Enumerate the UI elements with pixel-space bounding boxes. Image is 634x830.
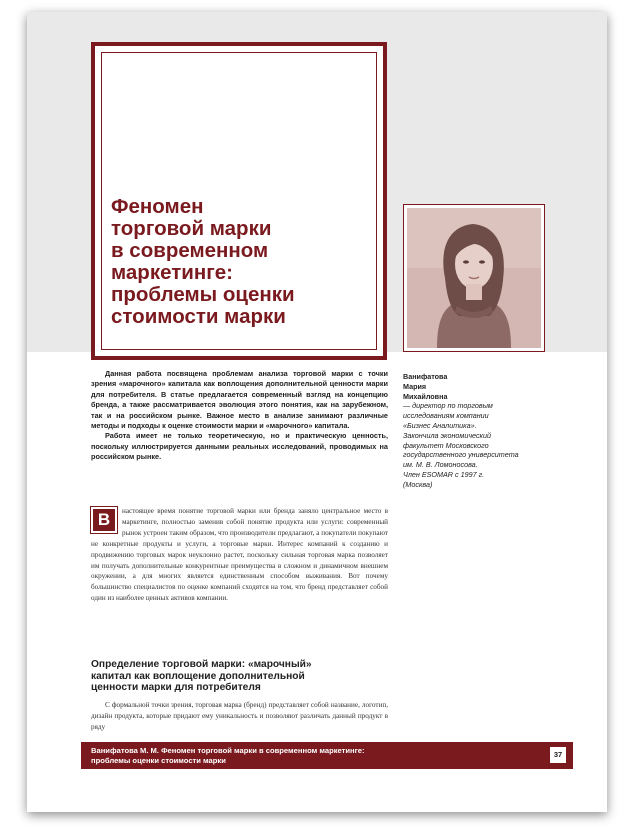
author-photo (407, 208, 541, 348)
intro-paragraph (91, 506, 388, 604)
section-heading (91, 659, 391, 694)
portrait-image (407, 208, 541, 348)
abstract-paragraph: Работа имеет не только теоретическую, но и практическую ценность, поскольку иллюстрируется данными реальных исследований, проводимых на российском рынке. (91, 431, 388, 462)
footer-citation-line: проблемы оценки стоимости марки (91, 756, 226, 765)
journal-page (27, 12, 607, 812)
title-line: в современном (111, 239, 269, 262)
footer-bar (81, 742, 573, 769)
author-bio (403, 401, 553, 489)
author-name (403, 372, 553, 401)
abstract-paragraph: Данная работа посвящена проблемам анализа торговой марки с точки зрения «марочного» капитала как воплощения дополнительной ценности марки для потребителя. В статье предлагается современный взгляд на концепцию бренда, а также рассматривается эволюция этого понятия, как на зарубежном, так и на российском рынке. Важное место в анализе занимают различные методы и подходы к оценке стоимости марки и «марочного» капитала. (91, 369, 388, 431)
section-body (91, 700, 388, 733)
article-title (111, 196, 361, 328)
author-name-line: Мария (403, 381, 427, 391)
intro-body (91, 506, 388, 604)
section-heading-line: ценности марки для потребителя (91, 682, 261, 693)
author-name-line: Ванифатова (403, 372, 448, 381)
article-abstract (91, 369, 388, 463)
author-info (403, 372, 553, 490)
section-heading-line: Определение торговой марки: «марочный» (91, 659, 312, 670)
page-number: 37 (549, 746, 567, 764)
title-line: маркетинге: (111, 261, 233, 284)
title-line: стоимости марки (111, 305, 286, 328)
author-bio-line: — директор по торговым (403, 401, 493, 411)
author-name-line: Михайловна (403, 391, 448, 401)
author-photo-frame (403, 204, 545, 352)
author-bio-line: «Бизнес Аналитика». (403, 420, 477, 430)
section-heading-line: капитал как воплощение дополнительной (91, 670, 305, 682)
author-bio-line: факультет Московского (403, 440, 489, 450)
title-line: проблемы оценки (111, 283, 295, 306)
author-bio-line: исследованиям компании (403, 411, 489, 421)
title-line: Феномен (111, 195, 204, 218)
author-bio-line: государственного университета (403, 450, 519, 460)
author-bio-line: (Москва) (403, 479, 433, 489)
title-frame (91, 42, 387, 360)
intro-text: настоящее время понятие торговой марки или бренда заняло центральное место в маркетинге, полностью заменив собой понятие продукта или услуги: современный рынок устроен таким образом, что производители предлагают, а покупатели покупают не конкретные продукты и услуги, а торговые марки. Интерес компаний к созданию и продвижению торговых марок неуклонно растет, поскольку сильная торговая марка позволяет им получать дополнительные конкурентные преимущества в сложном и динамичном внешнем окружении, а для многих является единственным способом выживания. Вот почему большинство специалистов по оценке компаний сходятся на том, что бренд представляет собой один из наиболее ценных активов компании. (91, 507, 388, 603)
author-bio-line: Член ESOMAR с 1997 г. (403, 469, 485, 479)
author-bio-line: им. М. В. Ломоносова. (403, 460, 478, 470)
drop-cap: В (91, 507, 117, 533)
author-bio-line: Закончила экономический (403, 430, 491, 440)
title-line: торговой марки (111, 217, 272, 240)
footer-citation-line: Ванифатова М. М. Феномен торговой марки в современном маркетинге: (91, 746, 365, 755)
section-paragraph: С формальной точки зрения, торговая марка (бренд) представляет собой название, логотип, дизайн продукта, которые придают ему уникальность и позволяют различать данный продукт в ряду (91, 701, 388, 731)
